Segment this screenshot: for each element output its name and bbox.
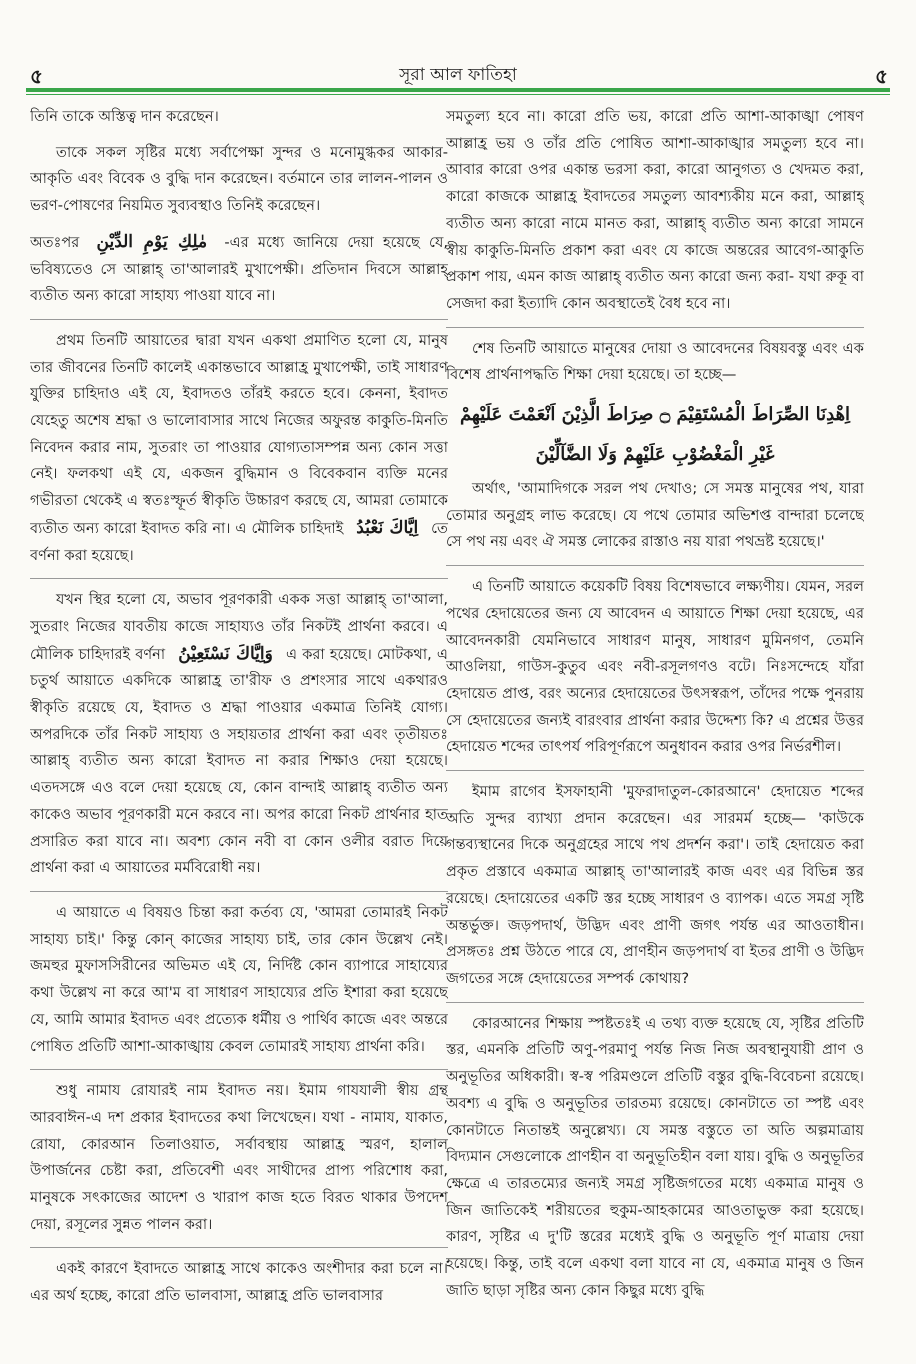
paragraph <box>30 328 448 569</box>
paragraph: শুধু নামায রোযারই নাম ইবাদত নয়। ইমাম গাযযালী স্বীয় গ্রন্থ আরবাঈন-এ দশ প্রকার ইবাদতের কথা লিখেছেন। যথা - নামায, যাকাত, রোযা, কোরআন তিলাওয়াত, সর্বাবস্থায় আল্লাহ্র স্মরণ, হালাল উপার্জনের চেষ্টা করা, প্রতিবেশী এবং সাথীদের প্রাপ্য পরিশোধ করা, মানুষকে সৎকাজের আদেশ ও খারাপ কাজ হতে বিরত থাকার উপদেশ দেয়া, রসূলের সুন্নত পালন করা। <box>30 1082 448 1233</box>
paragraph-divider <box>30 1069 448 1070</box>
page-number-left: ৫ <box>30 64 43 88</box>
paragraph: ইমাম রাগেব ইসফাহানী 'মুফরাদাতুল-কোরআনে' হেদায়েত শব্দের অতি সুন্দর ব্যাখ্যা প্রদান করেছেন। এর সারমর্ম হচ্ছে— 'কাউকে গন্তব্যস্থানের দিকে অনুগ্রহের সাথে পথ প্রদর্শন করা'। তাই হেদায়েত করা প্রকৃত প্রস্তাবে একমাত্র আল্লাহ্ তা'আলারই কাজ এবং এর বিভিন্ন স্তর রয়েছে। হেদায়েতের একটি স্তর হচ্ছে সাধারণ ও ব্যাপক। এতে সমগ্র সৃষ্টি অন্তর্ভুক্ত। জড়পদার্থ, উদ্ভিদ এবং প্রাণী জগৎ পর্যন্ত এর আওতাধীন। প্রসঙ্গতঃ প্রশ্ন উঠতে পারে যে, প্রাণহীন জড়পদার্থ বা ইতর প্রাণী ও উদ্ভিদ জগতের সঙ্গে হেদায়েতের সম্পর্ক কোথায়? <box>446 783 864 987</box>
page-number-right: ৫ <box>875 64 888 88</box>
paragraph: অর্থাৎ, 'আমাদিগকে সরল পথ দেখাও; সে সমস্ত মানুষের পথ, যারা তোমার অনুগ্রহ লাভ করেছে। যে পথে তোমার অভিশপ্ত বান্দারা চলেছে সে পথ নয় এবং ঐ সমস্ত লোকের রাস্তাও নয় যারা পথভ্রষ্ট হয়েছে।' <box>446 480 864 551</box>
paragraph-text: যখন স্থির হলো যে, অভাব পূরণকারী একক সত্তা আল্লাহ্ তা'আলা, সুতরাং নিজের যাবতীয় কাজে সাহায্যও তাঁর নিকটই প্রার্থনা করবে। এ মৌলিক চাহিদারই বর্ণনা <box>30 591 448 663</box>
paragraph <box>30 587 448 882</box>
paragraph-text: এ করা হয়েছে। মোটকথা, এ চতুর্থ আয়াতে একদিকে আল্লাহ্র তা'রীফ ও প্রশংসার সাথে একথারও স্বীকৃতি রয়েছে যে, ইবাদত ও শ্রদ্ধা পাওয়ার একমাত্র তিনিই যোগ্য। অপরদিকে তাঁর নিকট সাহায্য ও সহায়তার প্রার্থনা করা এবং তৃতীয়তঃ আল্লাহ্ ব্যতীত অন্য কারো ইবাদত না করার শিক্ষাও দেয়া হয়েছে। এতদসঙ্গে এও বলে দেয়া হয়েছে যে, কোন বান্দাই আল্লাহ্ ব্যতীত অন্য কাকেও অভাব পূরণকারী মনে করবে না। অপর কারো নিকট প্রার্থনার হাত প্রসারিত করা যাবে না। অবশ্য কোন নবী বা কোন ওলীর বরাত দিয়ে প্রার্থনা করা এ আয়াতের মর্মবিরোধী নয়। <box>30 645 448 877</box>
header-rule-thin <box>26 94 890 95</box>
paragraph: তিনি তাকে অস্তিত্ব দান করেছেন। <box>30 108 219 125</box>
paragraph: তাকে সকল সৃষ্টির মধ্যে সর্বাপেক্ষা সুন্দর ও মনোমুগ্ধকর আকার-আকৃতি এবং বিবেক ও বুদ্ধি দান করেছেন। বর্তমানে তার লালন-পালন ও ভরণ-পোষণের নিয়মিত সুব্যবস্থাও তিনিই করেছেন। <box>30 143 448 215</box>
paragraph-divider <box>30 319 448 320</box>
paragraph-text: অতঃপর <box>30 233 80 251</box>
paragraph-divider <box>446 565 864 566</box>
paragraph-divider <box>446 770 864 771</box>
paragraph-text: প্রথম তিনটি আয়াতের দ্বারা যখন একথা প্রমাণিত হলো যে, মানুষ তার জীবনের তিনটি কালেই একান্তভাবে আল্লাহ্র মুখাপেক্ষী, তাই সাধারণ যুক্তির চাহিদাও এই যে, ইবাদতও তাঁরই করতে হবে। কেননা, ইবাদত যেহেতু অশেষ শ্রদ্ধা ও ভালোবাসার সাথে নিজের অফুরন্ত কাকুতি-মিনতি নিবেদন করার নাম, সুতরাং তা পাওয়ার যোগ্যতাসম্পন্ন অন্য কোন সত্তা নেই। ফলকথা এই যে, একজন বুদ্ধিমান ও বিবেকবান ব্যক্তি মনের গভীরতা থেকেই এ স্বতঃস্ফূর্ত স্বীকৃতি উচ্চারণ করছে যে, আমরা তোমাকে ব্যতীত অন্য কারো ইবাদত করি না। এ মৌলিক চাহিদাই <box>30 331 448 537</box>
paragraph-text: -এর মধ্যে জানিয়ে দেয়া হয়েছে যে, ভবিষ্যতেও সে আল্লাহ্ তা'আলারই মুখাপেক্ষী। প্রতিদান দিবসে আল্লাহ্ ব্যতীত অন্য কারো সাহায্য পাওয়া যাবে না। <box>30 233 448 305</box>
arabic-verse-line-1: اِهْدِنَا الصِّرَاطَ الْمُسْتَقِيْمَ ۝ صِرَاطَ الَّذِيْنَ اَنْعَمْتَ عَلَيْهِمْ <box>459 404 851 426</box>
paragraph: একই কারণে ইবাদতে আল্লাহ্র সাথে কাকেও অংশীদার করা চলে না। এর অর্থ হচ্ছে, কারো প্রতি ভালবাসা, আল্লাহ্র প্রতি ভালবাসার <box>30 1260 448 1305</box>
paragraph: এ আয়াতে এ বিষয়ও চিন্তা করা কর্তব্য যে, 'আমরা তোমারই নিকট সাহায্য চাই।' কিন্তু কোন্ কাজের সাহায্য চাই, তার কোন উল্লেখ নেই। জমহুর মুফাসসিরীনের অভিমত এই যে, নির্দিষ্ট কোন ব্যাপারে সাহায্যের কথা উল্লেখ না করে আ'ম বা সাধারণ সাহায্যের প্রতি ইশারা করা হয়েছে যে, আমি আমার ইবাদত এবং প্রত্যেক ধর্মীয় ও পার্থিব কাজে এবং অন্তরে পোষিত প্রতিটি আশা-আকাঙ্খায় কেবল তোমারই সাহায্য প্রার্থনা করি। <box>30 903 448 1055</box>
paragraph-divider <box>30 891 448 892</box>
paragraph-text: তে বর্ণনা করা হয়েছে। <box>30 519 448 564</box>
arabic-verse: اِيَّاكَ نَعْبُدُ <box>356 517 419 538</box>
paragraph-divider <box>446 1002 864 1003</box>
arabic-verse-line-2: غَيْرِ الْمَغْضُوْبِ عَلَيْهِمْ وَلَا الضَّآلِّيْنَ <box>535 444 775 466</box>
page-header <box>0 0 916 100</box>
right-column <box>446 104 864 1354</box>
running-title: সূরা আল ফাতিহা <box>399 65 517 85</box>
paragraph <box>30 229 448 310</box>
paragraph-divider <box>30 578 448 579</box>
paragraph-divider <box>30 1247 448 1248</box>
left-column <box>30 104 448 1354</box>
arabic-verse: وَاِيَّاكَ نَسْتَعِيْنُ <box>178 643 273 664</box>
paragraph: এ তিনটি আয়াতে কয়েকটি বিষয় বিশেষভাবে লক্ষ্যণীয়। যেমন, সরল পথের হেদায়েতের জন্য যে আবেদন এ আয়াতে শিক্ষা দেয়া হয়েছে, এর আবেদনকারী যেমনিভাবে সাধারণ মানুষ, সাধারণ মুমিনগণ, তেমনি আওলিয়া, গাউস-কুতুব এবং নবী-রসূলগণও বটে। নিঃসন্দেহে যাঁরা হেদায়েত প্রাপ্ত, বরং অন্যের হেদায়েতের উৎসস্বরূপ, তাঁদের পক্ষে পুনরায় সে হেদায়েতের জন্যই বারংবার প্রার্থনা করার উদ্দেশ্য কি? এ প্রশ্নের উত্তর হেদায়েত শব্দের তাৎপর্য পরিপূর্ণরূপে অনুধাবন করার ওপর নির্ভরশীল। <box>446 578 864 756</box>
paragraph: কোরআনের শিক্ষায় স্পষ্টতঃই এ তথ্য ব্যক্ত হয়েছে যে, সৃষ্টির প্রতিটি স্তর, এমনকি প্রতিটি অণু-পরমাণু পর্যন্ত নিজ নিজ অবস্থানুযায়ী প্রাণ ও অনুভূতির অধিকারী। স্ব-স্ব পরিমণ্ডলে প্রতিটি বস্তুর বুদ্ধি-বিবেচনা রয়েছে। অবশ্য এ বুদ্ধি ও অনুভূতির তারতম্য রয়েছে। কোনটাতে তা স্পষ্ট এবং কোনটাতে নিতান্তই অনুল্লেখ্য। যে সমস্ত বস্তুতে তা অতি অল্পমাত্রায় বিদ্যমান সেগুলোকে প্রাণহীন বা অনুভূতিহীন বলা যায়। বুদ্ধি ও অনুভূতির ক্ষেত্রে এ তারতম্যের জন্যই সমগ্র সৃষ্টিজগতের মধ্যে একমাত্র মানুষ ও জিন জাতিকেই শরীয়তের হুকুম-আহকামের আওতাভুক্ত করা হয়েছে। কারণ, সৃষ্টির এ দু'টি স্তরের মধ্যেই বুদ্ধি ও অনুভূতি পূর্ণ মাত্রায় দেয়া হয়েছে। কিন্তু, তাই বলে একথা বলা যাবে না যে, একমাত্র মানুষ ও জিন জাতি ছাড়া সৃষ্টির অন্য কোন কিছুর মধ্যে বুদ্ধি <box>446 1014 864 1299</box>
arabic-verse: مٰلِكِ يَوْمِ الدِّيْنِ <box>96 231 208 252</box>
header-rule <box>26 88 890 92</box>
paragraph: সমতুল্য হবে না। কারো প্রতি ভয়, কারো প্রতি আশা-আকাঙ্খা পোষণ আল্লাহ্র ভয় ও তাঁর প্রতি পোষিত আশা-আকাঙ্খার সমতুল্য হবে না। আবার কারো ওপর একান্ত ভরসা করা, কারো আনুগত্য ও খেদমত করা, কারো কাজকে আল্লাহ্র ইবাদতের সমতুল্য আবশ্যকীয় মনে করা, আল্লাহ্ ব্যতীত অন্য কারো নামে মানত করা, আল্লাহ্ ব্যতীত অন্য কারো সামনে স্বীয় কাকুতি-মিনতি প্রকাশ করা এবং যে কাজে অন্তরের আবেগ-আকুতি প্রকাশ পায়, এমন কাজ আল্লাহ্ ব্যতীত অন্য কারো জন্য করা- যথা রুকূ বা সেজদা করা ইত্যাদি কোন অবস্থাতেই বৈধ হবে না। <box>446 108 864 312</box>
paragraph: শেষ তিনটি আয়াতে মানুষের দোয়া ও আবেদনের বিষয়বস্তু এবং এক বিশেষ প্রার্থনাপদ্ধতি শিক্ষা দেয়া হয়েছে। তা হচ্ছে— <box>446 339 864 384</box>
paragraph-divider <box>446 327 864 328</box>
